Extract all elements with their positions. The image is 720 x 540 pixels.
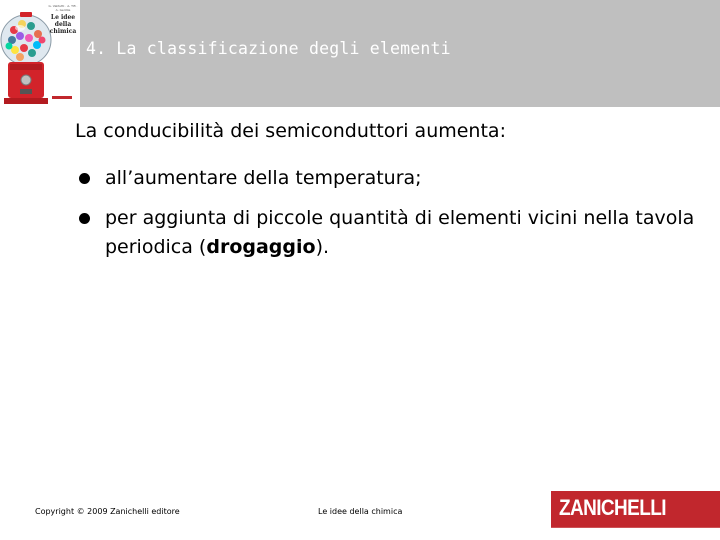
header-bar: [0, 0, 720, 107]
bullet-dot-icon: [79, 213, 90, 224]
term-drogaggio: drogaggio: [206, 236, 316, 258]
footer-book-title: Le idee della chimica: [318, 507, 403, 516]
bullet-item-temperature: [79, 164, 699, 193]
book-cover-title: Le idee della chimica: [49, 14, 77, 35]
bullet-text: all’aumentare della temperatura;: [105, 167, 422, 189]
bullet-dot-icon: [79, 173, 90, 184]
slide-title: 4. La classificazione degli elementi: [86, 39, 451, 58]
zanichelli-logo: ZANICHELLI: [551, 491, 720, 528]
intro-text: La conducibilità dei semiconduttori aumenta:: [75, 120, 506, 142]
bullet-item-doping: [79, 204, 699, 262]
footer-copyright: Copyright © 2009 Zanichelli editore: [35, 507, 180, 516]
book-cover-title-block: [48, 4, 78, 35]
book-cover-authors: G. Valitutti · A. Tifi · A. Gentile: [48, 4, 78, 12]
book-cover-publisher-strip: [52, 96, 72, 99]
bullet-list: [79, 164, 699, 273]
bullet-text-before: per aggiunta di piccole quantità di elementi vicini nella tavola periodica (: [105, 207, 695, 258]
bullet-text-after: ).: [315, 236, 330, 258]
book-cover-image: [0, 0, 80, 107]
